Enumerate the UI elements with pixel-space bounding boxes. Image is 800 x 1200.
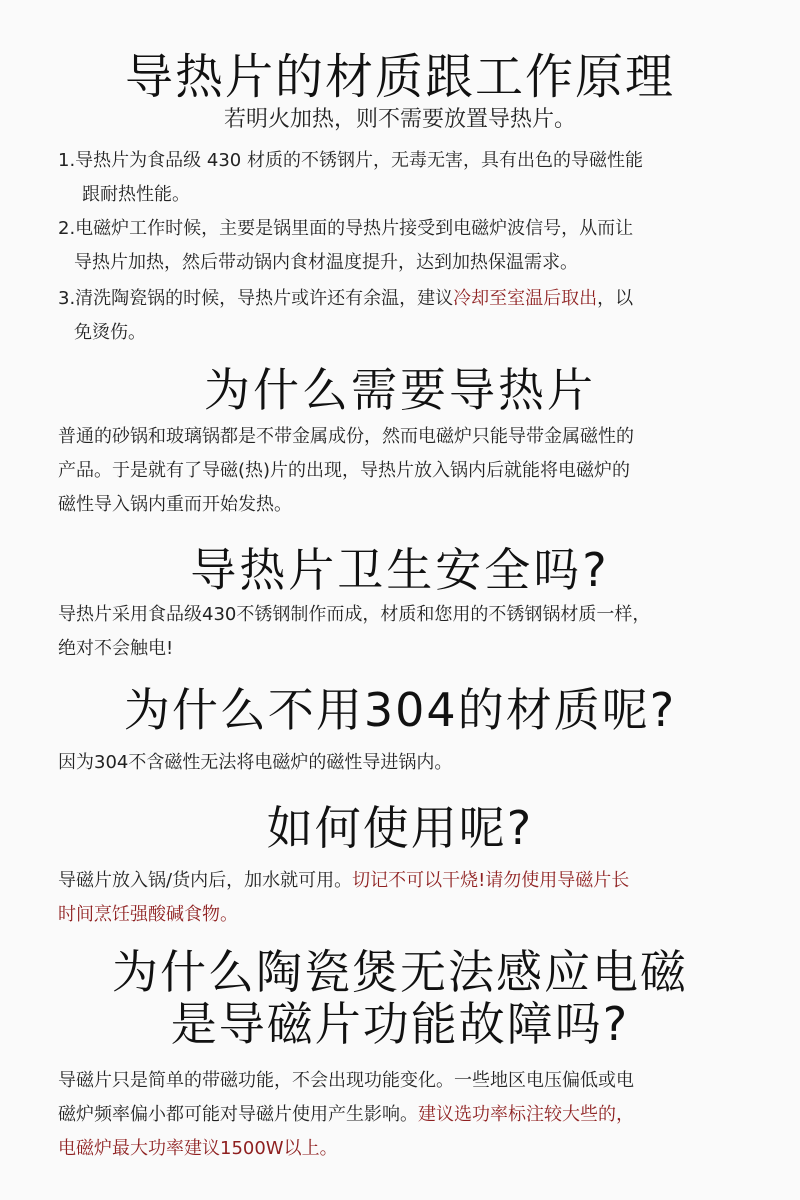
material-item-3-text-a: 3.清洗陶瓷锅的时候，导热片或许还有余温，建议 — [58, 288, 454, 309]
why-need-section-title: 为什么需要导热片 — [204, 363, 596, 417]
why-need-paragraph — [58, 420, 758, 522]
how-to-use-text: 导磁片放入锅/货内后，加水就可用。 — [58, 870, 353, 891]
why-ceramic-suggestion-1: 建议选功率标注较大些的， — [418, 1104, 634, 1125]
safety-line-1: 导热片采用食品级430不锈钢制作而成，材质和您用的不锈钢锅材质一样， — [58, 604, 651, 625]
why-need-line-3: 磁性导入锅内重而开始发热。 — [58, 494, 292, 515]
why-not-304-line-1: 因为304不含磁性无法将电磁炉的磁性导进锅内。 — [58, 752, 453, 773]
why-ceramic-section-title-line-2: 是导磁片功能故障吗? — [170, 997, 630, 1051]
material-item-1-line-1: 1.导热片为食品级 430 材质的不锈钢片，无毒无害，具有出色的导磁性能 — [58, 150, 643, 171]
how-to-use-warning-1: 切记不可以干烧!请勿使用导磁片长 — [352, 870, 630, 891]
material-item-3-line-2: 免烫伤。 — [74, 322, 146, 343]
safety-line-2: 绝对不会触电! — [58, 638, 174, 659]
how-to-use-line-1 — [58, 864, 758, 898]
material-item-3 — [58, 282, 758, 350]
why-need-line-2: 产品。于是就有了导磁(热)片的出现，导热片放入锅内后就能将电磁炉的 — [58, 460, 631, 481]
material-item-1-line-2: 跟耐热性能。 — [82, 184, 190, 205]
why-ceramic-line-2 — [58, 1098, 758, 1132]
material-item-3-warning: 冷却至室温后取出 — [453, 288, 598, 309]
safety-paragraph — [58, 598, 758, 666]
why-ceramic-text: 磁炉频率偏小都可能对导磁片使用产生影响。 — [58, 1104, 418, 1125]
how-to-use-section-title: 如何使用呢? — [266, 801, 534, 855]
material-item-3-line-1 — [58, 282, 758, 316]
why-not-304-section-title: 为什么不用304的材质呢? — [123, 683, 677, 737]
why-ceramic-paragraph — [58, 1064, 758, 1166]
material-item-2-line-2: 导热片加热，然后带动锅内食材温度提升，达到加热保温需求。 — [74, 252, 578, 273]
why-ceramic-section-title-line-1: 为什么陶瓷煲无法感应电磁 — [112, 945, 688, 999]
safety-section-title: 导热片卫生安全吗? — [190, 543, 610, 597]
material-section-subtitle: 若明火加热，则不需要放置导热片。 — [223, 107, 576, 132]
how-to-use-warning-2: 时间烹饪强酸碱食物。 — [58, 904, 238, 925]
why-ceramic-suggestion-2: 电磁炉最大功率建议1500W以上。 — [58, 1138, 338, 1159]
why-not-304-paragraph — [58, 746, 758, 780]
material-list — [58, 144, 758, 212]
material-item-3-text-b: ，以 — [597, 288, 634, 309]
how-to-use-paragraph — [58, 864, 758, 932]
why-ceramic-line-1: 导磁片只是简单的带磁功能，不会出现功能变化。一些地区电压偏低或电 — [58, 1070, 634, 1091]
why-need-line-1: 普通的砂锅和玻璃锅都是不带金属成份，然而电磁炉只能导带金属磁性的 — [58, 426, 634, 447]
material-item-2 — [58, 212, 758, 280]
material-section-title: 导热片的材质跟工作原理 — [124, 49, 675, 105]
material-item-2-line-1: 2.电磁炉工作时候，主要是锅里面的导热片接受到电磁炉波信号，从而让 — [58, 218, 634, 239]
